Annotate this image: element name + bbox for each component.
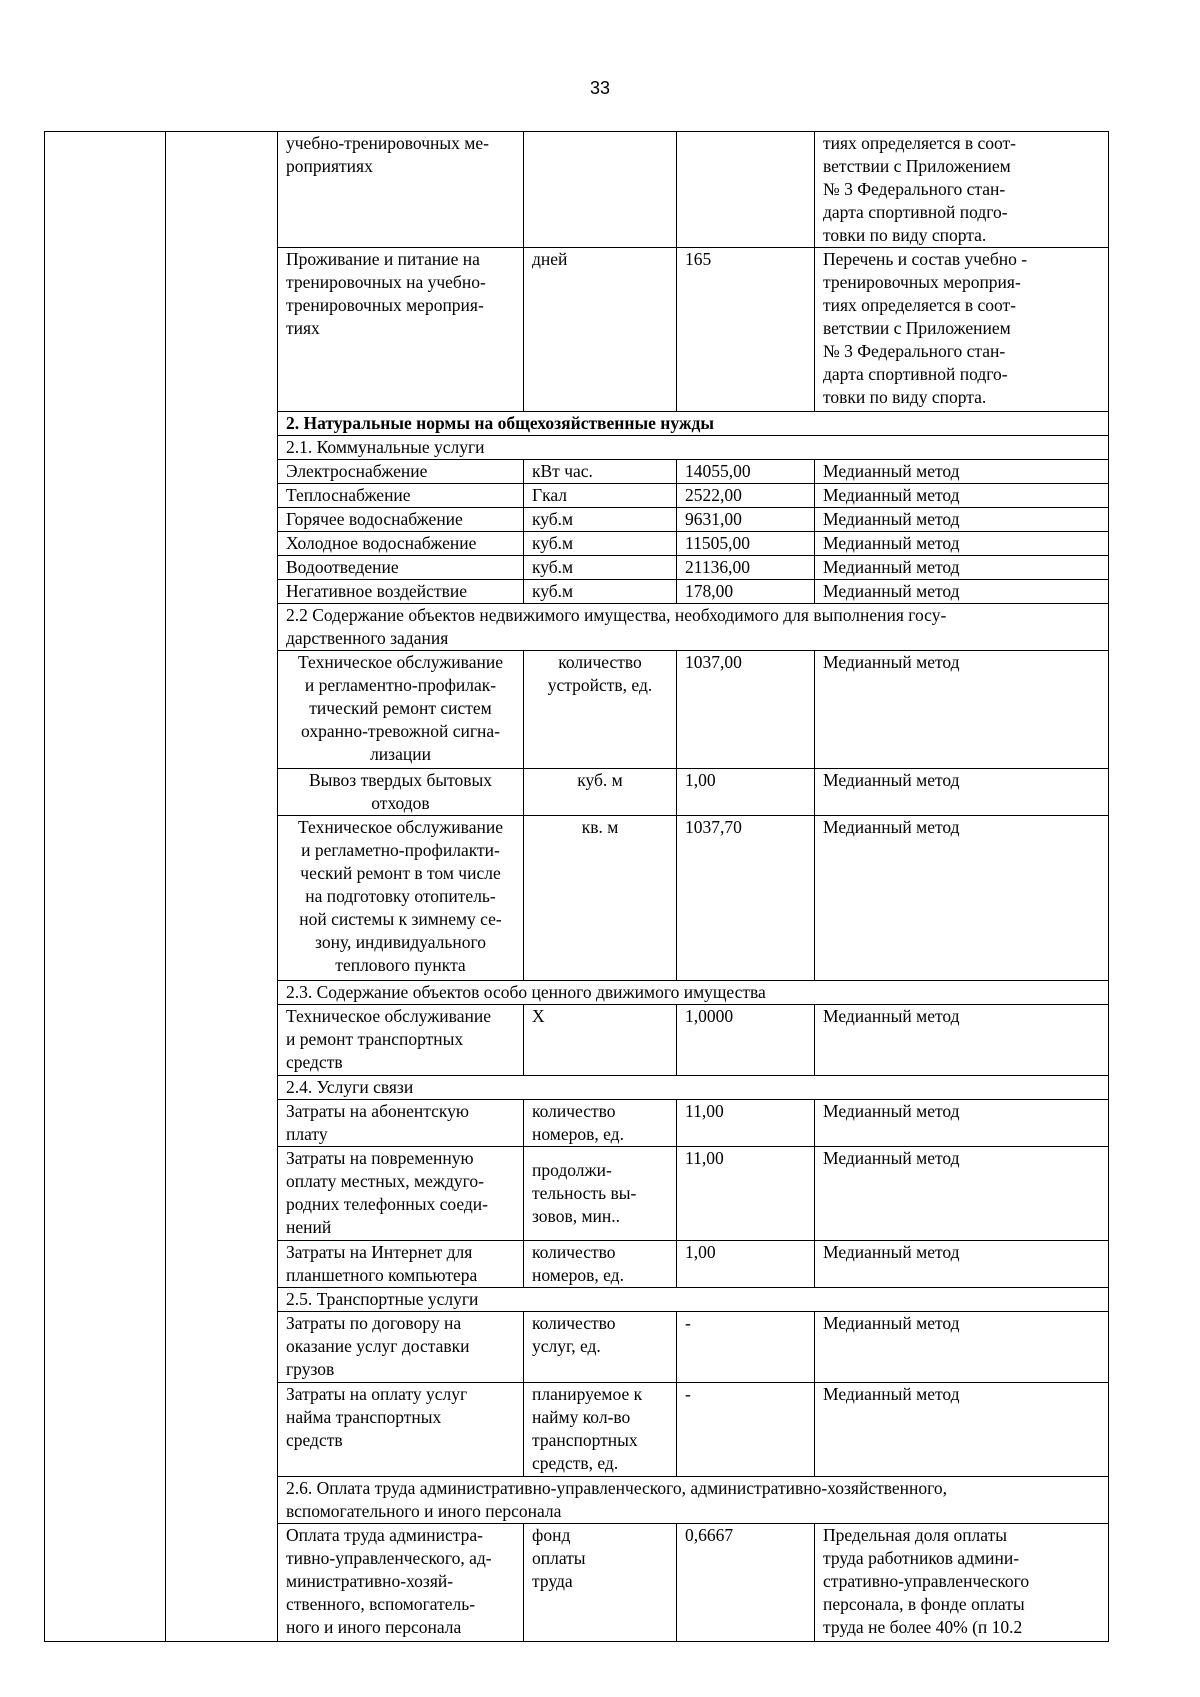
row-unit: количество номеров, ед. xyxy=(524,1241,677,1288)
subsection-2-2-title: 2.2 Содержание объектов недвижимого имущества, необходимого для выполнения госу- дарственного задания xyxy=(278,604,1109,651)
blank-column-2 xyxy=(166,132,278,1642)
row-note: Предельная доля оплаты труда работников админи- стративно-управленческого персонала, в фонде оплаты труда не более 40% (п 10.2 xyxy=(815,1524,1109,1642)
row-note: Медианный метод xyxy=(815,484,1109,508)
row-name: Электроснабжение xyxy=(278,460,524,484)
subsection-2-1-title: 2.1. Коммунальные услуги xyxy=(278,436,1109,460)
row-value: 1037,00 xyxy=(677,651,815,769)
row-unit: куб. м xyxy=(524,769,677,816)
row-note: Медианный метод xyxy=(815,1147,1109,1241)
row-name: Затраты на оплату услуг найма транспортных средств xyxy=(278,1383,524,1477)
row-value: 1037,70 xyxy=(677,816,815,981)
subsection-2-6-title: 2.6. Оплата труда административно-управленческого, административно-хозяйственного, вспомогательного и иного персонала xyxy=(278,1477,1109,1524)
row-name: Горячее водоснабжение xyxy=(278,508,524,532)
row-name: Негативное воздействие xyxy=(278,580,524,604)
row-unit: куб.м xyxy=(524,556,677,580)
row-unit: фонд оплаты труда xyxy=(524,1524,677,1642)
row-unit: планируемое к найму кол-во транспортных средств, ед. xyxy=(524,1383,677,1477)
blank-column-1 xyxy=(45,132,166,1642)
row-name: Техническое обслуживание и регламетно-профилакти- ческий ремонт в том числе на подготовку отопитель- ной системы к зимнему се- зону, индивидуального теплового пункта xyxy=(278,816,524,981)
row-value: 9631,00 xyxy=(677,508,815,532)
row-value: 11,00 xyxy=(677,1147,815,1241)
subsection-2-3-title: 2.3. Содержание объектов особо ценного движимого имущества xyxy=(278,981,1109,1005)
row-value: - xyxy=(677,1383,815,1477)
page-number: 33 xyxy=(589,78,611,98)
row-value: 11505,00 xyxy=(677,532,815,556)
row-note: Медианный метод xyxy=(815,769,1109,816)
row-note: Медианный метод xyxy=(815,556,1109,580)
row-note: Медианный метод xyxy=(815,816,1109,981)
row-value: 178,00 xyxy=(677,580,815,604)
row-note: Медианный метод xyxy=(815,1312,1109,1383)
row-name: Затраты на абонентскую плату xyxy=(278,1100,524,1147)
row-note: Медианный метод xyxy=(815,460,1109,484)
row-value: 21136,00 xyxy=(677,556,815,580)
subsection-2-4-title: 2.4. Услуги связи xyxy=(278,1076,1109,1100)
row-unit xyxy=(524,132,677,248)
row-name: Холодное водоснабжение xyxy=(278,532,524,556)
row-name: учебно-тренировочных ме- роприятиях xyxy=(278,132,524,248)
row-name: Теплоснабжение xyxy=(278,484,524,508)
row-note: Медианный метод xyxy=(815,580,1109,604)
row-note: Медианный метод xyxy=(815,1100,1109,1147)
row-unit: количество номеров, ед. xyxy=(524,1100,677,1147)
row-value: 11,00 xyxy=(677,1100,815,1147)
row-note: Медианный метод xyxy=(815,508,1109,532)
row-note: тиях определяется в соот- ветствии с Приложением № 3 Федерального стан- дарта спортивной подго- товки по виду спорта. xyxy=(815,132,1109,248)
row-name: Вывоз твердых бытовых отходов xyxy=(278,769,524,816)
row-unit: продолжи- тельность вы- зовов, мин.. xyxy=(524,1147,677,1241)
row-note: Медианный метод xyxy=(815,651,1109,769)
row-unit: количество услуг, ед. xyxy=(524,1312,677,1383)
row-name: Затраты по договору на оказание услуг доставки грузов xyxy=(278,1312,524,1383)
row-unit: количество устройств, ед. xyxy=(524,651,677,769)
table-row xyxy=(45,132,1109,248)
row-unit: куб.м xyxy=(524,580,677,604)
row-value xyxy=(677,132,815,248)
row-unit: куб.м xyxy=(524,508,677,532)
row-value: 1,0000 xyxy=(677,1005,815,1076)
row-name: Затраты на Интернет для планшетного компьютера xyxy=(278,1241,524,1288)
row-unit: кв. м xyxy=(524,816,677,981)
row-unit: Х xyxy=(524,1005,677,1076)
row-value: 1,00 xyxy=(677,769,815,816)
row-name: Оплата труда администра- тивно-управленческого, ад- министративно-хозяй- ственного, вспомогатель- ного и иного персонала xyxy=(278,1524,524,1642)
row-unit: Гкал xyxy=(524,484,677,508)
row-unit: кВт час. xyxy=(524,460,677,484)
row-name: Затраты на повременную оплату местных, междуго- родних телефонных соеди- нений xyxy=(278,1147,524,1241)
row-name: Проживание и питание на тренировочных на учебно- тренировочных мероприя- тиях xyxy=(278,248,524,412)
row-value: - xyxy=(677,1312,815,1383)
row-note: Перечень и состав учебно - тренировочных мероприя- тиях определяется в соот- ветствии с Приложением № 3 Федерального стан- дарта спортивной подго- товки по виду спорта. xyxy=(815,248,1109,412)
row-name: Водоотведение xyxy=(278,556,524,580)
row-value: 14055,00 xyxy=(677,460,815,484)
row-note: Медианный метод xyxy=(815,1241,1109,1288)
row-note: Медианный метод xyxy=(815,532,1109,556)
row-value: 2522,00 xyxy=(677,484,815,508)
row-note: Медианный метод xyxy=(815,1383,1109,1477)
row-name: Техническое обслуживание и регламентно-профилак- тический ремонт систем охранно-тревожной сигна- лизации xyxy=(278,651,524,769)
row-note: Медианный метод xyxy=(815,1005,1109,1076)
row-value: 1,00 xyxy=(677,1241,815,1288)
subsection-2-5-title: 2.5. Транспортные услуги xyxy=(278,1288,1109,1312)
section-2-title: 2. Натуральные нормы на общехозяйственные нужды xyxy=(278,412,1109,436)
row-value: 165 xyxy=(677,248,815,412)
row-value: 0,6667 xyxy=(677,1524,815,1642)
row-unit: куб.м xyxy=(524,532,677,556)
row-unit: дней xyxy=(524,248,677,412)
row-name: Техническое обслуживание и ремонт транспортных средств xyxy=(278,1005,524,1076)
norms-table xyxy=(44,131,1109,1642)
